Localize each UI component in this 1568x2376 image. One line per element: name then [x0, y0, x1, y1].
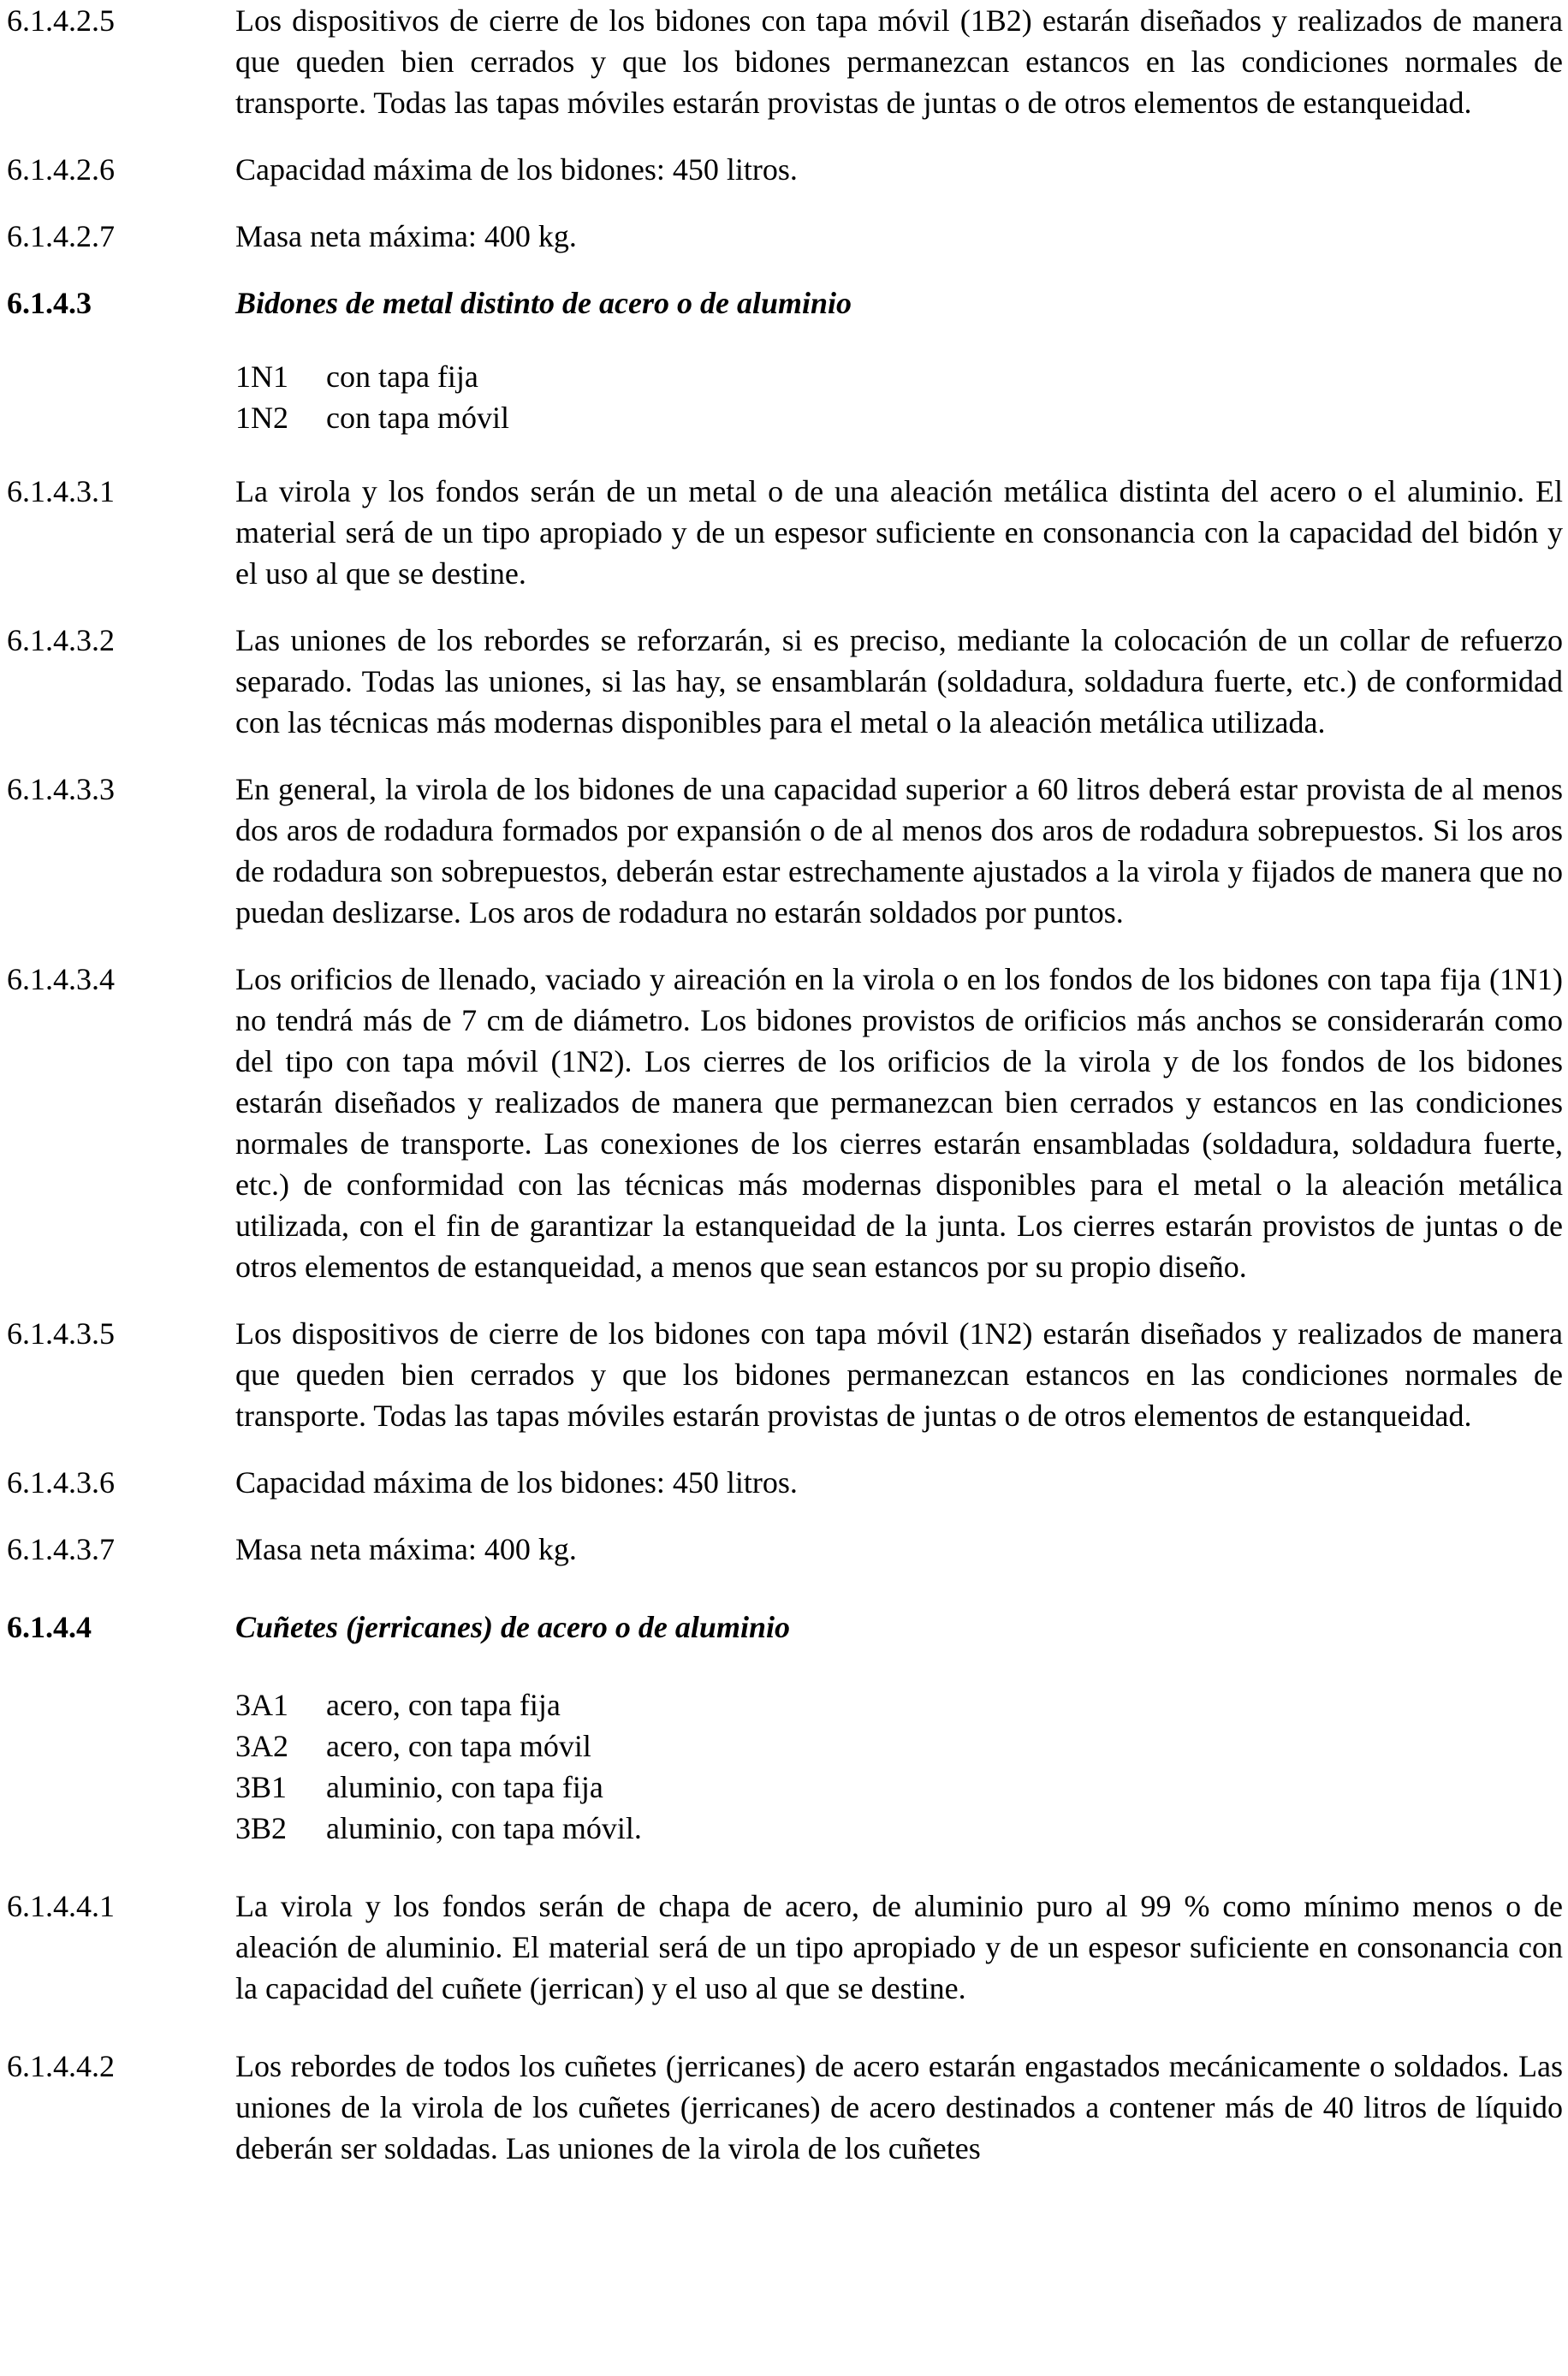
- code: 1N2: [235, 401, 288, 435]
- clause-number: 6.1.4.3.2: [7, 623, 115, 657]
- clause-text: Los rebordes de todos los cuñetes (jerricanes) de acero estarán engastados mecánicamente o soldados. Las uniones de la virola de los cuñetes (jerricanes) de acero destinados a contener más de 40 litros de líquido deberán ser soldadas. Las uniones de la virola de los cuñetes: [235, 2049, 1563, 2165]
- clause-number: 6.1.4.2.6: [7, 152, 115, 187]
- clause-6-1-4-2-5: [7, 0, 1563, 123]
- code-item: [235, 356, 1563, 397]
- clause-6-1-4-4-1: [7, 1886, 1563, 2009]
- clause-6-1-4-3-7: [7, 1529, 1563, 1570]
- section-heading-6-1-4-3: [7, 282, 1563, 324]
- code-label: con tapa fija: [326, 359, 478, 394]
- clause-text: En general, la virola de los bidones de una capacidad superior a 60 litros deberá estar provista de al menos dos aros de rodadura formados por expansión o de al menos dos aros de rodadura sobrepuestos. Si los aros de rodadura son sobrepuestos, deberán estar estrechamente ajustados a la virola y fijados de manera que no puedan deslizarse. Los aros de rodadura no estarán soldados por puntos.: [235, 772, 1563, 930]
- clause-text: Capacidad máxima de los bidones: 450 litros.: [235, 152, 798, 187]
- clause-text: Los dispositivos de cierre de los bidones con tapa móvil (1B2) estarán diseñados y realizados de manera que queden bien cerrados y que los bidones permanezcan estancos en las condiciones normales de transporte. Todas las tapas móviles estarán provistas de juntas o de otros elementos de estanqueidad.: [235, 3, 1563, 120]
- code: 3A1: [235, 1688, 288, 1722]
- section-number: 6.1.4.4: [7, 1610, 92, 1644]
- code-list-3AB: [7, 1684, 1563, 1849]
- clause-text: Masa neta máxima: 400 kg.: [235, 219, 577, 253]
- code: 3A2: [235, 1729, 288, 1763]
- clause-text: La virola y los fondos serán de chapa de acero, de aluminio puro al 99 % como mínimo menos o de aleación de aluminio. El material será de un tipo apropiado y de un espesor suficiente en consonancia con la capacidad del cuñete (jerrican) y el uso al que se destine.: [235, 1889, 1563, 2005]
- code-label: acero, con tapa fija: [326, 1688, 561, 1722]
- clause-number: 6.1.4.3.7: [7, 1532, 115, 1566]
- clause-text: Los dispositivos de cierre de los bidones con tapa móvil (1N2) estarán diseñados y realizados de manera que queden bien cerrados y que los bidones permanezcan estancos en las condiciones normales de transporte. Todas las tapas móviles estarán provistas de juntas o de otros elementos de estanqueidad.: [235, 1316, 1563, 1433]
- section-heading-6-1-4-4: [7, 1607, 1563, 1648]
- clause-number: 6.1.4.2.5: [7, 3, 115, 38]
- clause-number: 6.1.4.3.1: [7, 474, 115, 508]
- clause-6-1-4-3-1: [7, 471, 1563, 594]
- clause-6-1-4-3-5: [7, 1313, 1563, 1436]
- code-item: [235, 1726, 1563, 1767]
- code-label: aluminio, con tapa móvil.: [326, 1811, 642, 1845]
- code-item: [235, 1684, 1563, 1726]
- clause-6-1-4-3-6: [7, 1462, 1563, 1503]
- clause-number: 6.1.4.3.6: [7, 1465, 115, 1500]
- clause-number: 6.1.4.3.5: [7, 1316, 115, 1351]
- code: 1N1: [235, 359, 288, 394]
- clause-number: 6.1.4.3.4: [7, 962, 115, 996]
- clause-6-1-4-3-2: [7, 620, 1563, 743]
- code-item: [235, 1767, 1563, 1808]
- code-item: [235, 397, 1563, 438]
- clause-text: Los orificios de llenado, vaciado y aireación en la virola o en los fondos de los bidones con tapa fija (1N1) no tendrá más de 7 cm de diámetro. Los bidones provistos de orificios más anchos se considerarán como del tipo con tapa móvil (1N2). Los cierres de los orificios de la virola y de los fondos de los bidones estarán diseñados y realizados de manera que permanezcan bien cerrados y estancos en las condiciones normales de transporte. Las conexiones de los cierres estarán ensambladas (soldadura, soldadura fuerte, etc.) de conformidad con las técnicas más modernas disponibles para el metal o la aleación metálica utilizada, con el fin de garantizar la estanqueidad de la junta. Los cierres estarán provistos de juntas o de otros elementos de estanqueidad, a menos que sean estancos por su propio diseño.: [235, 962, 1563, 1284]
- section-title: Cuñetes (jerricanes) de acero o de aluminio: [235, 1610, 790, 1644]
- section-title: Bidones de metal distinto de acero o de aluminio: [235, 286, 852, 320]
- code: 3B1: [235, 1770, 288, 1804]
- code-label: acero, con tapa móvil: [326, 1729, 591, 1763]
- clause-6-1-4-3-4: [7, 959, 1563, 1287]
- clause-number: 6.1.4.4.2: [7, 2049, 115, 2083]
- section-number: 6.1.4.3: [7, 286, 92, 320]
- clause-6-1-4-2-7: [7, 216, 1563, 257]
- clause-text: Las uniones de los rebordes se reforzarán, si es preciso, mediante la colocación de un collar de refuerzo separado. Todas las uniones, si las hay, se ensamblarán (soldadura, soldadura fuerte, etc.) de conformidad con las técnicas más modernas disponibles para el metal o la aleación metálica utilizada.: [235, 623, 1563, 740]
- clause-text: La virola y los fondos serán de un metal o de una aleación metálica distinta del acero o el aluminio. El material será de un tipo apropiado y de un espesor suficiente en consonancia con la capacidad del bidón y el uso al que se destine.: [235, 474, 1563, 591]
- clause-text: Masa neta máxima: 400 kg.: [235, 1532, 577, 1566]
- clause-6-1-4-3-3: [7, 769, 1563, 933]
- clause-6-1-4-4-2: [7, 2046, 1563, 2169]
- code-label: con tapa móvil: [326, 401, 509, 435]
- code-list-1N: [7, 356, 1563, 438]
- code-item: [235, 1808, 1563, 1849]
- code: 3B2: [235, 1811, 288, 1845]
- clause-number: 6.1.4.2.7: [7, 219, 115, 253]
- code-label: aluminio, con tapa fija: [326, 1770, 603, 1804]
- clause-text: Capacidad máxima de los bidones: 450 litros.: [235, 1465, 798, 1500]
- clause-6-1-4-2-6: [7, 149, 1563, 190]
- clause-number: 6.1.4.4.1: [7, 1889, 115, 1923]
- clause-number: 6.1.4.3.3: [7, 772, 115, 806]
